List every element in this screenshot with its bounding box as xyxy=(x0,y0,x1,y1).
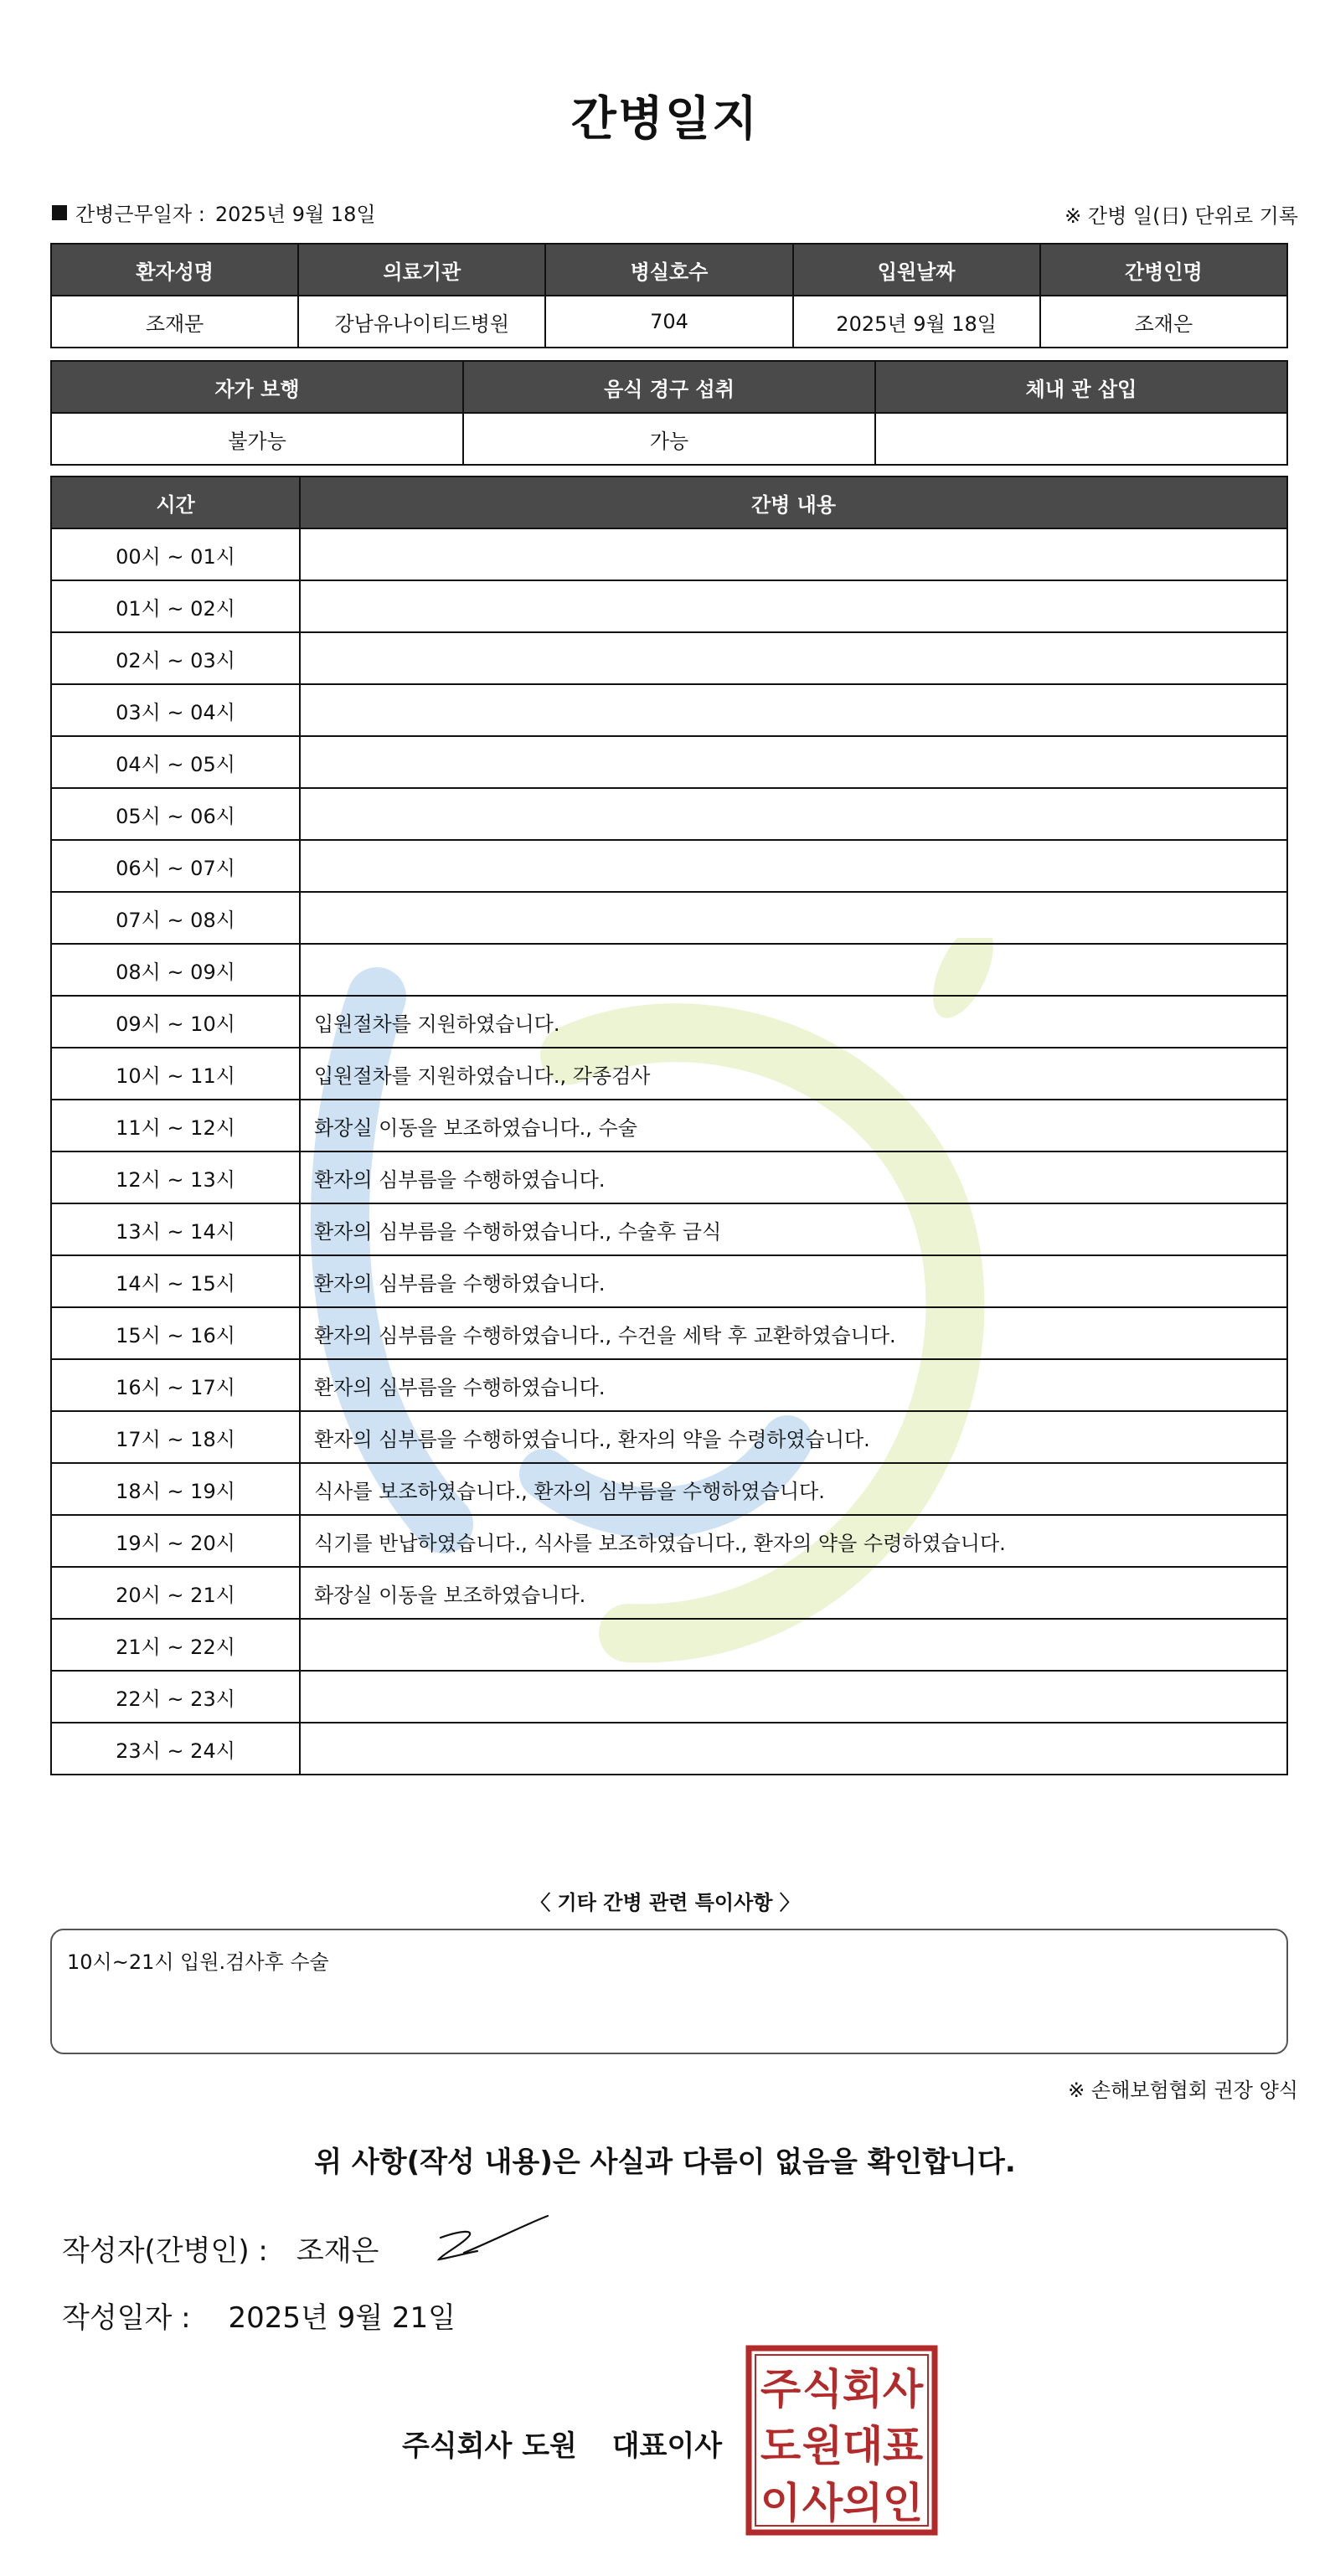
time-slot: 12시 ~ 13시 xyxy=(51,1151,300,1203)
log-body xyxy=(51,528,1287,1775)
table-row xyxy=(51,1100,1287,1151)
hourly-care-log-table xyxy=(50,476,1288,1775)
time-slot: 02시 ~ 03시 xyxy=(51,632,300,684)
svg-text:회: 회 xyxy=(842,2365,884,2414)
hospital-name: 강남유나이티드병원 xyxy=(298,296,545,348)
header-tube-insertion: 체내 관 삽입 xyxy=(875,361,1287,413)
header-caregiver-name: 간병인명 xyxy=(1040,244,1287,296)
time-slot: 01시 ~ 02시 xyxy=(51,580,300,632)
table-row xyxy=(51,528,1287,580)
care-content: 환자의 심부름을 수행하였습니다., 수술후 금식 xyxy=(300,1203,1287,1255)
time-slot: 22시 ~ 23시 xyxy=(51,1671,300,1723)
room-number: 704 xyxy=(545,296,792,348)
care-content: 환자의 심부름을 수행하였습니다. xyxy=(300,1359,1287,1411)
table-row xyxy=(51,580,1287,632)
svg-text:인: 인 xyxy=(882,2479,924,2527)
table-row xyxy=(51,1567,1287,1619)
table-row xyxy=(51,1203,1287,1255)
time-slot: 20시 ~ 21시 xyxy=(51,1567,300,1619)
time-slot: 16시 ~ 17시 xyxy=(51,1359,300,1411)
time-slot: 14시 ~ 15시 xyxy=(51,1255,300,1307)
square-bullet-icon xyxy=(52,205,67,220)
company-seal-stamp xyxy=(745,2345,938,2536)
written-date-value: 2025년 9월 21일 xyxy=(228,2301,456,2335)
writer-line xyxy=(62,2228,379,2269)
care-date-label: 간병근무일자 : xyxy=(75,203,205,226)
table-row xyxy=(51,892,1287,944)
patient-status-table xyxy=(50,360,1288,466)
time-slot: 09시 ~ 10시 xyxy=(51,996,300,1048)
table-row xyxy=(51,944,1287,996)
page-title: 간병일지 xyxy=(570,92,760,147)
confirmation-statement: 위 사항(작성 내용)은 사실과 다름이 없음을 확인합니다. xyxy=(314,2146,1016,2179)
caregiver-name: 조재은 xyxy=(1040,296,1287,348)
care-content xyxy=(300,892,1287,944)
svg-text:의: 의 xyxy=(842,2479,884,2527)
table-row xyxy=(51,1463,1287,1515)
time-slot: 06시 ~ 07시 xyxy=(51,840,300,892)
table-row xyxy=(51,1359,1287,1411)
header-oral-intake: 음식 경구 섭취 xyxy=(463,361,875,413)
care-content: 환자의 심부름을 수행하였습니다., 환자의 약을 수령하였습니다. xyxy=(300,1411,1287,1463)
care-content: 입원절차를 지원하였습니다. xyxy=(300,996,1287,1048)
care-date-value: 2025년 9월 18일 xyxy=(214,203,376,226)
table-row xyxy=(51,1723,1287,1775)
table-row xyxy=(51,788,1287,840)
table-row xyxy=(51,1619,1287,1671)
svg-text:표: 표 xyxy=(882,2422,924,2470)
care-content xyxy=(300,1619,1287,1671)
header-hospital: 의료기관 xyxy=(298,244,545,296)
care-content xyxy=(300,944,1287,996)
writer-label: 작성자(간병인) : xyxy=(62,2234,268,2268)
time-slot: 17시 ~ 18시 xyxy=(51,1411,300,1463)
time-slot: 05시 ~ 06시 xyxy=(51,788,300,840)
care-content xyxy=(300,684,1287,736)
time-slot: 23시 ~ 24시 xyxy=(51,1723,300,1775)
time-slot: 00시 ~ 01시 xyxy=(51,528,300,580)
notes-title: 〈 기타 간병 관련 특이사항 〉 xyxy=(530,1891,800,1914)
table-row xyxy=(51,1411,1287,1463)
oral-intake-value: 가능 xyxy=(463,413,875,465)
patient-name: 조재문 xyxy=(51,296,298,348)
header-room: 병실호수 xyxy=(545,244,792,296)
header-care-content: 간병 내용 xyxy=(300,477,1287,528)
written-date-line xyxy=(62,2295,456,2336)
care-content xyxy=(300,1671,1287,1723)
time-slot: 21시 ~ 22시 xyxy=(51,1619,300,1671)
time-slot: 08시 ~ 09시 xyxy=(51,944,300,996)
written-date-label: 작성일자 : xyxy=(62,2301,191,2335)
time-slot: 13시 ~ 14시 xyxy=(51,1203,300,1255)
special-notes-box: 10시~21시 입원.검사후 수술 xyxy=(50,1929,1288,2054)
time-slot: 07시 ~ 08시 xyxy=(51,892,300,944)
table-row xyxy=(51,1307,1287,1359)
svg-text:도: 도 xyxy=(760,2422,802,2470)
table-row xyxy=(51,840,1287,892)
table-header-row xyxy=(51,477,1287,528)
care-content: 입원절차를 지원하였습니다., 각종검사 xyxy=(300,1048,1287,1100)
table-row xyxy=(51,1515,1287,1567)
writer-name: 조재은 xyxy=(296,2234,379,2268)
header-admission-date: 입원날짜 xyxy=(793,244,1040,296)
svg-text:사: 사 xyxy=(882,2365,924,2414)
svg-text:주: 주 xyxy=(760,2365,802,2414)
svg-text:식: 식 xyxy=(802,2365,843,2414)
time-slot: 10시 ~ 11시 xyxy=(51,1048,300,1100)
svg-text:원: 원 xyxy=(802,2422,843,2470)
time-slot: 15시 ~ 16시 xyxy=(51,1307,300,1359)
care-content xyxy=(300,528,1287,580)
care-content xyxy=(300,736,1287,788)
admission-date: 2025년 9월 18일 xyxy=(793,296,1040,348)
time-slot: 18시 ~ 19시 xyxy=(51,1463,300,1515)
care-content: 환자의 심부름을 수행하였습니다. xyxy=(300,1151,1287,1203)
care-content xyxy=(300,1723,1287,1775)
table-row xyxy=(51,413,1287,465)
source-note: ※ 손해보험협회 권장 양식 xyxy=(1068,2079,1298,2102)
svg-text:이: 이 xyxy=(760,2479,802,2527)
time-slot: 19시 ~ 20시 xyxy=(51,1515,300,1567)
time-slot: 04시 ~ 05시 xyxy=(51,736,300,788)
table-row xyxy=(51,1048,1287,1100)
care-content: 식사를 보조하였습니다., 환자의 심부름을 수행하였습니다. xyxy=(300,1463,1287,1515)
company-representative-title: 대표이사 xyxy=(611,2429,723,2463)
svg-text:사: 사 xyxy=(802,2479,843,2527)
care-content xyxy=(300,580,1287,632)
header-self-walking: 자가 보행 xyxy=(51,361,463,413)
table-header-row xyxy=(51,361,1287,413)
care-content xyxy=(300,632,1287,684)
care-content xyxy=(300,788,1287,840)
table-row xyxy=(51,296,1287,348)
unit-note: ※ 간병 일(日) 단위로 기록 xyxy=(1065,204,1298,228)
handwritten-signature xyxy=(425,2208,551,2275)
header-patient-name: 환자성명 xyxy=(51,244,298,296)
care-content: 식기를 반납하였습니다., 식사를 보조하였습니다., 환자의 약을 수령하였습니다. xyxy=(300,1515,1287,1567)
time-slot: 03시 ~ 04시 xyxy=(51,684,300,736)
self-walking-value: 불가능 xyxy=(51,413,463,465)
care-content: 화장실 이동을 보조하였습니다., 수술 xyxy=(300,1100,1287,1151)
table-row xyxy=(51,1671,1287,1723)
header-time: 시간 xyxy=(51,477,300,528)
care-content: 환자의 심부름을 수행하였습니다. xyxy=(300,1255,1287,1307)
care-date xyxy=(52,198,376,227)
patient-info-table xyxy=(50,243,1288,348)
table-row xyxy=(51,1151,1287,1203)
care-content xyxy=(300,840,1287,892)
table-row xyxy=(51,1255,1287,1307)
table-row xyxy=(51,996,1287,1048)
table-header-row xyxy=(51,244,1287,296)
svg-text:대: 대 xyxy=(842,2422,884,2470)
company-name: 주식회사 도원 xyxy=(402,2429,577,2463)
table-row xyxy=(51,684,1287,736)
company-line xyxy=(402,2423,722,2464)
tube-insertion-value xyxy=(875,413,1287,465)
table-row xyxy=(51,632,1287,684)
care-content: 화장실 이동을 보조하였습니다. xyxy=(300,1567,1287,1619)
table-row xyxy=(51,736,1287,788)
care-content: 환자의 심부름을 수행하였습니다., 수건을 세탁 후 교환하였습니다. xyxy=(300,1307,1287,1359)
time-slot: 11시 ~ 12시 xyxy=(51,1100,300,1151)
